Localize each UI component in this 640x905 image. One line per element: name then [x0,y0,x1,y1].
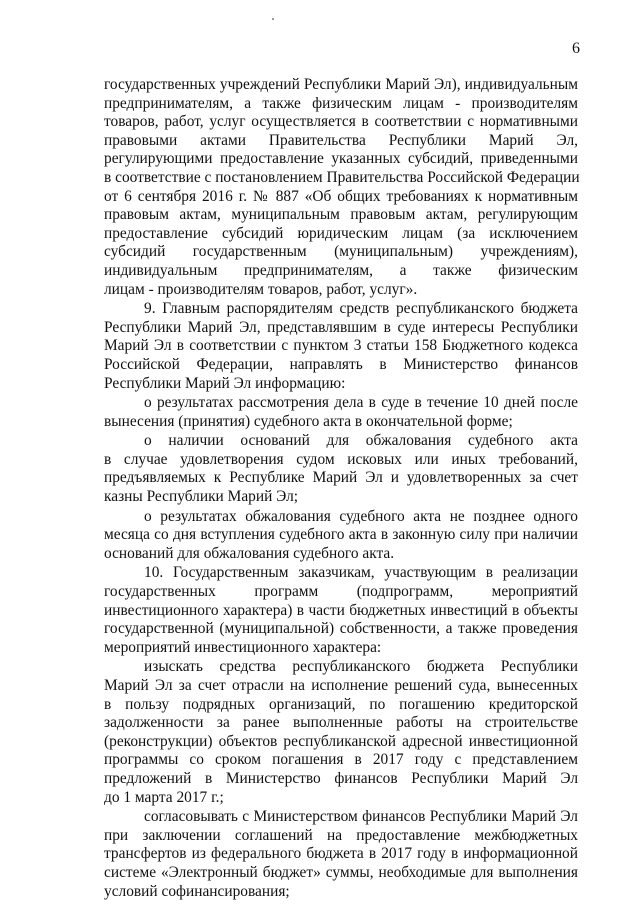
text-line: индивидуальным предпринимателям, а также физическим [104,261,578,279]
text-line: предъявляемых к Республике Марий Эл и удовлетворенных за счет [104,469,578,487]
text-line: правовыми актами Правительства Республики Марий Эл, [104,131,578,149]
text-line: предпринимателям, а также физическим лицам - производителям [104,94,578,112]
text-line: оснований для обжалования судебного акта. [104,544,395,562]
text-line: о наличии оснований для обжалования судебного акта [144,432,578,450]
text-line: о результатах обжалования судебного акта не позднее одного [144,507,578,525]
text-line: согласовывать с Министерством финансов Республики Марий Эл [144,808,578,826]
text-line: регулирующими предоставление указанных субсидий, приведенными [104,150,578,168]
text-line: государственной (муниципальной) собственности, а также проведения [104,620,578,638]
text-line: задолженности за ранее выполненные работы на строительстве [104,714,578,732]
text-line: в пользу подрядных организаций, по погашению кредиторской [104,695,578,713]
paragraph-subitem [104,808,578,901]
text-line: месяца со дня вступления судебного акта в законную силу при наличии [104,526,578,544]
text-line: о результатах рассмотрения дела в суде в течение 10 дней после [144,394,578,412]
text-line: Марий Эл в соответствии с пунктом 3 статьи 158 Бюджетного кодекса [104,337,578,355]
text-line: вынесения (принятия) судебного акта в окончательной форме; [104,412,513,430]
text-line: (реконструкции) объектов республиканской адресной инвестиционной [104,732,578,750]
text-line: 10. Государственным заказчикам, участвующим в реализации [144,564,578,582]
text-line: трансфертов из федерального бюджета в 2017 году в информационной [104,845,578,863]
text-line: системе «Электронный бюджет» суммы, необходимые для выполнения [104,863,578,881]
paragraph-item-9 [104,300,578,393]
text-line: программы со сроком погашения в 2017 году с представлением [104,751,578,769]
document-body [104,76,578,901]
text-line: правовым актам, муниципальным правовым актам, регулирующим [104,206,578,224]
text-line: Республики Марий Эл, представлявшим в суде интересы Республики [104,318,578,336]
text-line: инвестиционного характера) в части бюджетных инвестиций в объекты [104,601,578,619]
text-line: государственных программ (подпрограмм, мероприятий [104,583,578,601]
text-line: Республики Марий Эл информацию: [104,374,346,392]
paragraph-subitem [104,394,578,431]
page-number: 6 [572,40,580,57]
text-line: Российской Федерации, направлять в Министерство финансов [104,355,578,373]
text-line: 9. Главным распорядителям средств республиканского бюджета [144,300,578,318]
text-line: лицам - производителям товаров, работ, услуг». [104,280,418,298]
text-line: предоставление субсидий юридическим лицам (за исключением [104,224,578,242]
paragraph [104,76,578,299]
text-line: субсидий государственным (муниципальным) учреждениям), [104,243,578,261]
text-line: государственных учреждений Республики Марий Эл), индивидуальным [104,76,578,93]
text-line: от 6 сентября 2016 г. № 887 «Об общих требованиях к нормативным [104,187,578,205]
text-line: в соответствие с постановлением Правительства Российской Федерации [104,168,580,186]
text-line: до 1 марта 2017 г.; [104,788,224,806]
scan-speck [272,18,274,20]
text-line: условий софинансирования; [104,882,290,900]
paragraph-item-10 [104,564,578,657]
text-line: изыскать средства республиканского бюджета Республики [144,658,578,676]
text-line: товаров, работ, услуг осуществляется в соответствии с нормативными [104,113,578,131]
paragraph-subitem [104,508,578,564]
text-line: Марий Эл за счет отрасли на исполнение решений суда, вынесенных [104,677,578,694]
text-line: предложений в Министерство финансов Республики Марий Эл [104,769,578,787]
paragraph-subitem [104,658,578,807]
text-line: казны Республики Марий Эл; [104,488,299,506]
text-line: мероприятий инвестиционного характера: [104,638,382,656]
text-line: в случае удовлетворения судом исковых или иных требований, [104,450,578,468]
text-line: при заключении соглашений на предоставление межбюджетных [104,826,578,844]
paragraph-subitem [104,432,578,506]
